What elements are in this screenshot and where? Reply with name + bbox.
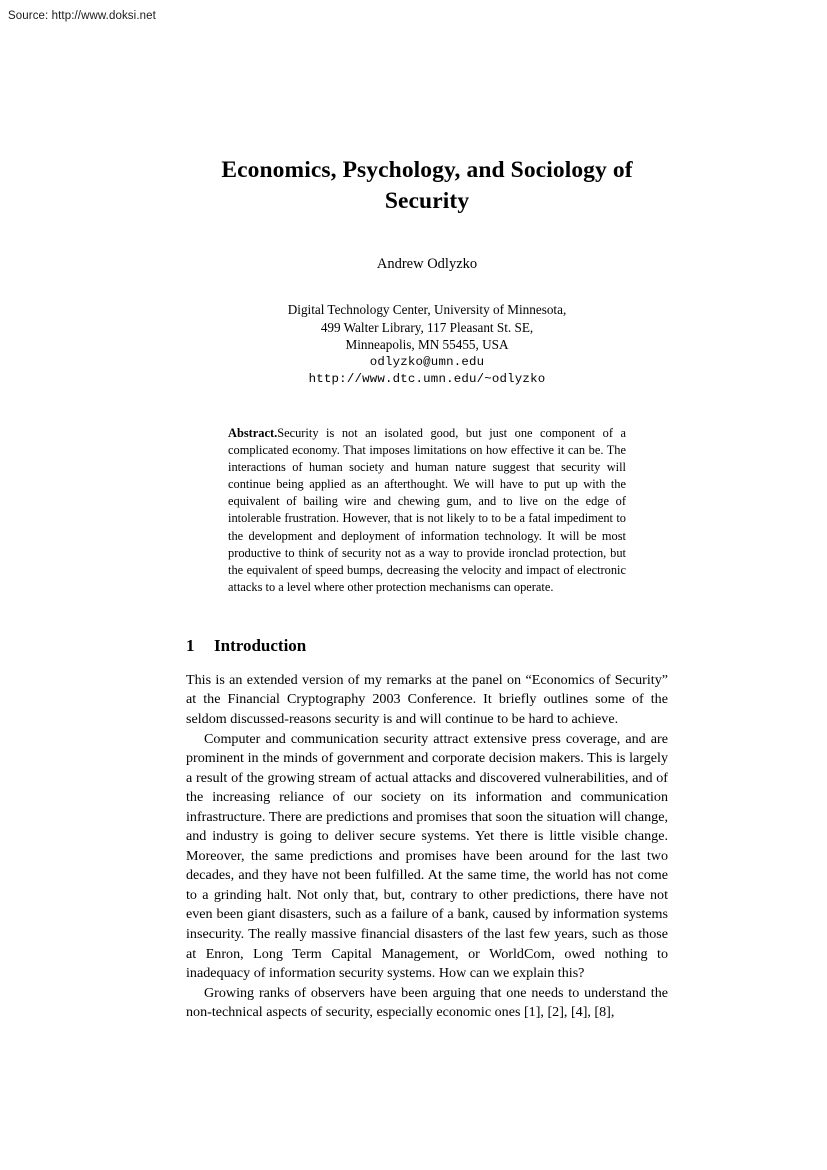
abstract-text: Security is not an isolated good, but just one component of a complicated economy. That imposes limitations on how effective it can be. The interactions of human society and human nature suggest that security will continue being applied as an afterthought. We will have to put up with the equivalent of bailing wire and chewing gum, and to live on the edge of intolerable frustration. However, that is not likely to to be a fatal impediment to the development and deployment of information technology. It will be most productive to think of security not as a way to provide ironclad protection, but the equivalent of speed bumps, decreasing the velocity and impact of electronic attacks to a level where other protection mechanisms can operate. <box>228 425 626 594</box>
affiliation-line-2: 499 Walter Library, 117 Pleasant St. SE, <box>320 319 534 335</box>
section-number: 1 <box>186 635 195 655</box>
affiliation-line-1: Digital Technology Center, University of Minnesota, <box>287 302 567 317</box>
abstract-label: Abstract. <box>228 425 278 440</box>
author-homepage-url: http://www.dtc.umn.edu/~odlyzko <box>308 372 546 387</box>
section-title: Introduction <box>214 635 307 655</box>
author-name: Andrew Odlyzko <box>376 256 478 272</box>
abstract-block <box>228 425 626 596</box>
affiliation-line-3: Minneapolis, MN 55455, USA <box>345 337 509 353</box>
paragraph: Growing ranks of observers have been arguing that one needs to understand the non-technical aspects of security, especially economic ones [1], [2], [4], [8], <box>186 984 668 1021</box>
author-email: odlyzko@umn.edu <box>369 354 485 369</box>
paper-page <box>186 0 668 1023</box>
source-watermark: Source: http://www.doksi.net <box>8 10 156 22</box>
section-heading-introduction <box>186 635 668 657</box>
page-title: Economics, Psychology, and Sociology of Security <box>221 157 633 214</box>
affiliation-block <box>186 301 668 389</box>
paragraph: Computer and communication security attract extensive press coverage, and are prominent in the minds of government and corporate decision makers. This is largely a result of the growing stream of actual attacks and discovered vulnerabilities, and of the increasing reliance of our society on its information and communication infrastructure. There are predictions and promises that soon the situation will change, and industry is going to deliver secure systems. Yet there is little visible change. Moreover, the same predictions and promises have been around for the last two decades, and they have not been fulfilled. At the same time, the world has not come to a grinding halt. Not only that, but, contrary to other predictions, there have not even been giant disasters, such as a failure of a bank, caused by information systems insecurity. The really massive financial disasters of the last few years, such as those at Enron, Long Term Capital Management, or WorldCom, owed nothing to inadequacy of information security systems. How can we explain this? <box>186 730 668 982</box>
section-body-introduction <box>186 671 668 1023</box>
paragraph: This is an extended version of my remarks at the panel on “Economics of Security” at the Financial Cryptography 2003 Conference. It briefly outlines some of the seldom discussed-reasons security is and will continue to be hard to achieve. <box>186 671 668 727</box>
